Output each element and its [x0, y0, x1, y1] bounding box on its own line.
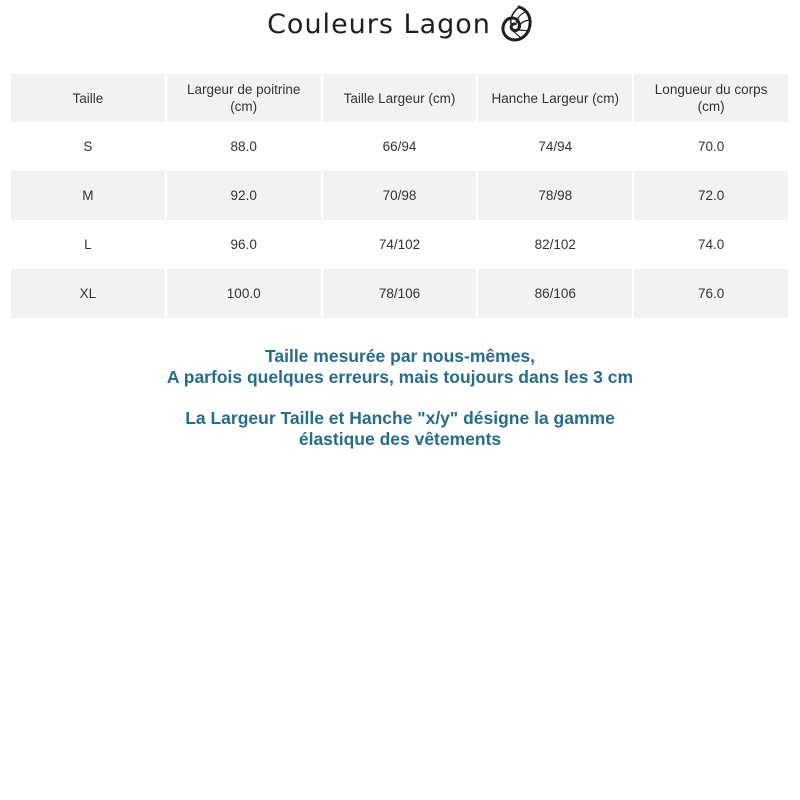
table-cell: L: [11, 220, 165, 269]
measurement-notes: [0, 346, 800, 450]
table-cell: 100.0: [167, 269, 321, 318]
table-cell: 78/98: [478, 171, 632, 220]
note-line: Taille mesurée par nous-mêmes,: [264, 346, 536, 366]
table-cell: 70.0: [634, 122, 788, 171]
table-cell: S: [11, 122, 165, 171]
table-row: [11, 269, 788, 318]
note-line: élastique des vêtements: [298, 429, 502, 449]
table-cell: M: [11, 171, 165, 220]
header-hanche-largeur: Hanche Largeur (cm): [478, 74, 632, 122]
table-cell: XL: [11, 269, 165, 318]
size-chart-table: [9, 74, 790, 318]
brand-header: [0, 4, 800, 44]
table-row: [11, 171, 788, 220]
nautilus-shell-icon: [499, 4, 533, 44]
header-taille-largeur: Taille Largeur (cm): [323, 74, 477, 122]
note-line: A parfois quelques erreurs, mais toujours dans les 3 cm: [166, 367, 634, 387]
header-taille: Taille: [11, 74, 165, 122]
header-largeur-poitrine: Largeur de poitrine (cm): [167, 74, 321, 122]
table-cell: 72.0: [634, 171, 788, 220]
table-cell: 74.0: [634, 220, 788, 269]
table-cell: 78/106: [323, 269, 477, 318]
header-longueur-corps: Longueur du corps (cm): [634, 74, 788, 122]
table-cell: 96.0: [167, 220, 321, 269]
table-header-row: [11, 74, 788, 122]
table-cell: 76.0: [634, 269, 788, 318]
table-cell: 86/106: [478, 269, 632, 318]
brand-name: Couleurs Lagon: [267, 8, 491, 40]
table-cell: 66/94: [323, 122, 477, 171]
table-cell: 70/98: [323, 171, 477, 220]
table-row: [11, 220, 788, 269]
table-cell: 74/94: [478, 122, 632, 171]
table-cell: 88.0: [167, 122, 321, 171]
table-row: [11, 122, 788, 171]
table-cell: 82/102: [478, 220, 632, 269]
table-cell: 74/102: [323, 220, 477, 269]
table-cell: 92.0: [167, 171, 321, 220]
note-line: La Largeur Taille et Hanche "x/y" désigne la gamme: [185, 408, 615, 428]
note-spacer: [0, 388, 800, 408]
